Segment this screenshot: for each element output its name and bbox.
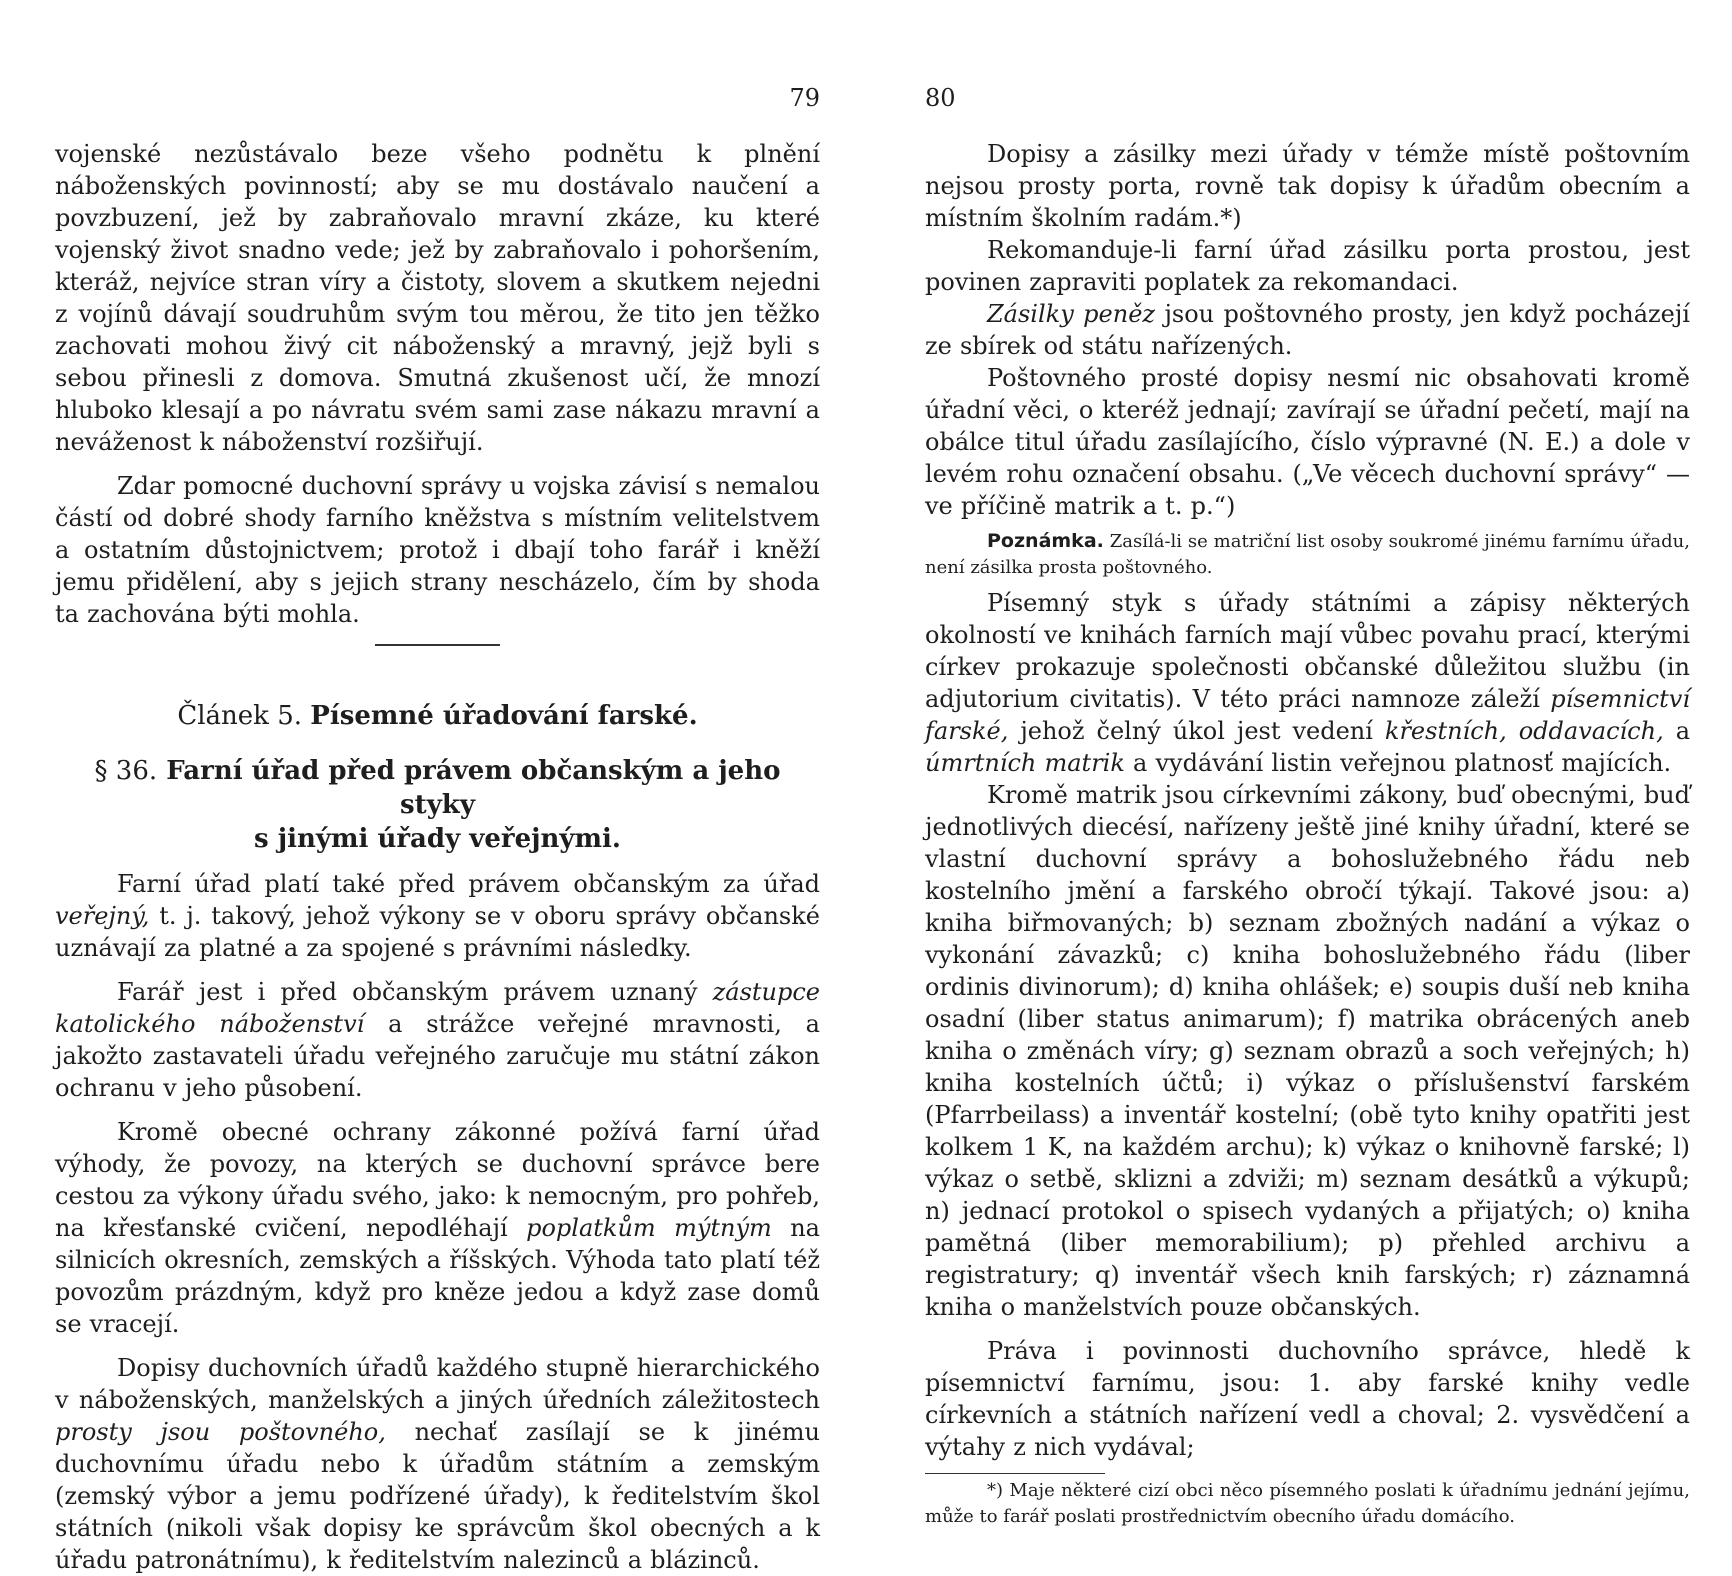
paragraph: Kromě matrik jsou církevními zákony, buď obecnými, buď jednotlivých diecésí, nařízeny ještě jiné knihy úřadní, které se vlastní duchovní správy a bohoslužebného řádu neb kostelního jmění a farského obročí týkají. Takové jsou: a) kniha biřmovaných; b) seznam zbožných nadání a výkaz o vykonání závazků; c) kniha bohoslužebného řádu (liber ordinis divinorum); d) kniha ohlášek; e) soupis duší neb kniha osadní (liber status animarum); f) matrika obrácených aneb kniha o změnách víry; g) seznam obrazů a soch veřejných; h) kniha kostelních účtů; i) výkaz o příslušenství farském (Pfarrbeilass) a inventář kostelní; (obě tyto knihy opatřiti jest kolkem 1 K, na každém archu); k) výkaz o knihovně farské; l) výkaz o setbě, sklizni a zdviži; m) seznam desátků a výkupů; n) jednací protokol o spisech vydaných a přijatých; o) kniha pamětná (liber memorabilium); p) přehled archivu a registratury; q) inventář všech knih farských; r) záznamná kniha o manželstvích pouze občanských.: [925, 781, 1690, 1321]
paragraph-text: jsou poštovného prosty, jen když pocházejí ze sbírek od státu nařízených.: [925, 300, 1690, 360]
paragraph-text: a: [1663, 717, 1690, 745]
paragraph: [925, 298, 1690, 362]
paragraph-text: jehož čelný úkol jest vedení: [1008, 717, 1385, 745]
paragraph-text: Písemný styk s úřady státními a zápisy některých okolností ve knihách farních mají vůbec povahu prací, kterými církev prokazuje společnosti občanské důležitou službu (in adjutorium civitatis). V této práci namnoze záleží: [925, 589, 1690, 713]
emphasis-text: písemnictví farské,: [925, 685, 1690, 745]
paragraph: [55, 868, 820, 964]
emphasis-text: prosty jsou poštovného,: [55, 1418, 386, 1446]
note-text: Zasílá-li se matriční list osoby soukromé jinému farnímu úřadu, není zásilka prosta poštovného.: [925, 531, 1690, 578]
paragraph-text: na silnicích okresních, zemských a říšských. Výhoda tato platí též povozům prázdným, když pro kněze jedou a když zase domů se vracejí.: [55, 1214, 820, 1338]
paragraph: Práva i povinnosti duchovního správce, hledě k písemnictví farnímu, jsou: 1. aby farské knihy vedle církevních a státních nařízení vedl a choval; 2. vysvědčení a výtahy z nich vydával;: [925, 1337, 1690, 1461]
emphasis-text: úmrtních matrik: [925, 749, 1125, 777]
paragraph: Rekomanduje-li farní úřad zásilku porta prostou, jest povinen zapraviti poplatek za rekomandaci.: [925, 236, 1690, 296]
page-number: 80: [925, 84, 956, 112]
paragraph: Zdar pomocné duchovní správy u vojska závisí s nemalou částí od dobré shody farního kněžstva s místním velitelstvem a ostatním důstojnictvem; protož i dbají toho farář i kněží jemu přidělení, aby s jejich strany nescházelo, čím by shoda ta zachována býti mohla.: [55, 472, 820, 628]
emphasis-text: Zásilky peněz: [987, 300, 1156, 328]
left-text-block: [55, 138, 820, 1576]
paragraph-text: Kromě obecné ochrany zákonné požívá farní úřad výhody, že povozy, na kterých se duchovní správce bere cestou za výkony úřadu svého, jako: k nemocným, pro pohřeb, na křesťanské cvičení, nepodléhají: [55, 1118, 820, 1242]
paragraph: [55, 1116, 820, 1340]
article-title: Písemné úřadování farské.: [310, 701, 698, 731]
footnote-rule: [925, 1473, 1105, 1474]
paragraph: vojenské nezůstávalo beze všeho podnětu k plnění náboženských povinností; aby se mu dostávalo naučení a povzbuzení, jež by zabraňovalo mravní zkáze, ku které vojenský život snadno vede; jež by zabraňovalo i pohoršením, kteráž, nejvíce stran víry a čistoty, slovem a skutkem nejedni z vojínů dávají soudruhům svým tou měrou, že tito jen těžko zachovati mohou živý cit náboženský a mravný, jejž byli s sebou přinesli z domova. Smutná zkušenost učí, že mnozí hluboko klesají a po návratu svém sami zase nákazu mravní a neváženost k náboženství rozšiřují.: [55, 140, 820, 456]
page-number: 79: [789, 84, 820, 112]
article-label: Článek 5.: [177, 701, 303, 731]
emphasis-text: křestních, oddavacích,: [1384, 717, 1664, 745]
section-divider: [375, 644, 500, 646]
section-heading: [55, 754, 820, 856]
paragraph: [925, 587, 1690, 779]
section-title-line-1: Farní úřad před právem občanským a jeho styky: [166, 756, 781, 820]
section-title-line-2: s jinými úřady veřejnými.: [254, 824, 621, 854]
footnote: *) Maje některé cizí obci něco písemného poslati k úřadnímu jednání jejímu, může to farář poslati prostřednictvím obecního úřadu domácího.: [925, 1480, 1690, 1527]
paragraph-text: a vydávání listin veřejnou platnosť majících.: [1124, 749, 1672, 777]
paragraph: Poštovného prosté dopisy nesmí nic obsahovati kromě úřadní věci, o kteréž jednají; zavírají se úřadní pečetí, mají na obálce titul úřadu zasílajícího, číslo výpravné (N. E.) a dole v levém rohu označení obsahu. („Ve věcech duchovní správy“ — ve příčině matrik a t. p.“): [925, 364, 1690, 520]
paragraph: Dopisy a zásilky mezi úřady v témže místě poštovním nejsou prosty porta, rovně tak dopisy k úřadům obecním a místním školním radám.*): [925, 140, 1690, 232]
paragraph: [55, 1352, 820, 1576]
section-number: § 36.: [94, 756, 158, 786]
paragraph-text: Dopisy duchovních úřadů každého stupně hierarchického v náboženských, manželských a jiných úředních záležitostech: [55, 1354, 820, 1414]
note-label: Poznámka.: [987, 530, 1104, 552]
right-text-block: [925, 138, 1690, 1530]
paragraph: [55, 976, 820, 1104]
paragraph-text: nechať zasílají se k jinému duchovnímu úřadu nebo k úřadům státním a zemským (zemský výbor a jemu podřízené úřady), k ředitelstvím škol státních (nikoli však dopisy ke správcům škol obecných a k úřadu patronátnímu), k ředitelstvím nalezinců a blázinců.: [55, 1418, 820, 1574]
paragraph-text: Farář jest i před občanským právem uznaný: [117, 978, 713, 1006]
paragraph-text: Farní úřad platí také před právem občanským za úřad: [117, 870, 820, 898]
emphasis-text: poplatkům mýtným: [526, 1214, 772, 1242]
paragraph-text: a strážce veřejné mravnosti, a jakožto zastavateli úřadu veřejného zaručuje mu státní zákon ochranu v jeho působení.: [55, 1010, 820, 1102]
paragraph-text: t. j. takový, jehož výkony se v oboru správy občanské uznávají za platné a za spojené s právními následky.: [55, 902, 820, 962]
article-heading: [55, 700, 820, 732]
note: [925, 528, 1690, 581]
emphasis-text: zástupce katolického náboženství: [55, 978, 820, 1038]
emphasis-text: veřejný,: [55, 902, 150, 930]
